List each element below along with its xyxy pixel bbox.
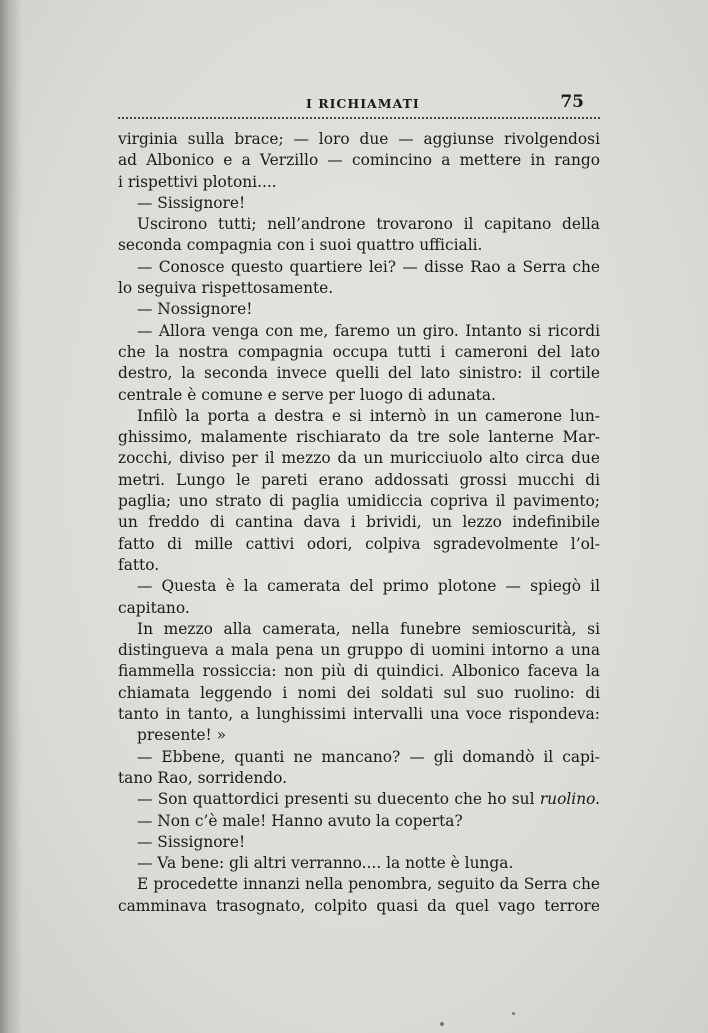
text-line	[118, 278, 600, 299]
text-line	[118, 555, 600, 576]
text-line	[118, 725, 600, 746]
text-line	[118, 640, 600, 661]
line-text: — Sissignore!	[137, 193, 246, 212]
header-rule	[118, 117, 600, 119]
line-text: destro, la seconda invece quelli del lato sinistro: il cortile	[118, 364, 600, 383]
line-text: virginia sulla brace; — loro due — aggiunse rivolgendosi	[118, 130, 600, 148]
line-text: Uscirono tutti; nell’androne trovarono il capitano della	[137, 215, 600, 234]
text-line	[118, 491, 600, 512]
body-text	[118, 129, 600, 917]
line-text: che la nostra compagnia occupa tutti i cameroni del lato	[118, 342, 600, 361]
text-line	[118, 747, 600, 768]
text-line	[118, 257, 600, 278]
text-line	[118, 896, 600, 917]
italic-word: ruolino.	[539, 790, 600, 809]
line-text: fatto.	[118, 555, 160, 574]
page-number: 75	[560, 92, 584, 112]
line-text: — Non c’è male! Hanno avuto la coperta?	[137, 811, 463, 830]
line-text: ghissimo, malamente rischiarato da tre sole lanterne Mar-	[118, 428, 600, 447]
line-text: distingueva a mala pena un gruppo di uomini intorno a una	[118, 641, 600, 660]
line-text: ad Albonico e a Verzillo — comincino a mettere in rango	[118, 151, 600, 170]
line-text: chiamata leggendo i nomi dei soldati sul suo ruolino: di	[118, 683, 600, 702]
line-text: E procedette innanzi nella penombra, seguito da Serra che	[137, 875, 600, 894]
text-line	[118, 512, 600, 533]
text-line	[118, 214, 600, 235]
text-line	[118, 448, 600, 469]
line-text: Infilò la porta a destra e si internò in un camerone lun-	[137, 406, 600, 425]
line-text: paglia; uno strato di paglia umidiccia copriva il pavimento;	[118, 492, 600, 511]
chapter-title: I RICHIAMATI	[306, 96, 420, 111]
line-text: — Allora venga con me, faremo un giro. Intanto si ricordi	[137, 321, 600, 340]
line-text: tanto in tanto, a lunghissimi intervalli una voce rispondeva:	[118, 705, 600, 724]
text-line	[118, 768, 600, 789]
text-line	[118, 406, 600, 427]
text-line	[118, 321, 600, 342]
text-line	[118, 172, 600, 193]
text-line	[118, 363, 600, 384]
paper-speck	[440, 1022, 444, 1026]
text-line	[118, 235, 600, 256]
line-text: lo seguiva rispettosamente.	[118, 279, 334, 298]
text-line	[118, 789, 600, 810]
text-line	[118, 299, 600, 320]
line-text: centrale è comune e serve per luogo di adunata.	[118, 385, 496, 404]
text-line	[118, 427, 600, 448]
text-line	[118, 704, 600, 725]
text-line	[118, 661, 600, 682]
paper-speck	[512, 1012, 515, 1015]
line-text: camminava trasognato, colpito quasi da quel vago terrore	[118, 896, 600, 915]
text-line	[118, 619, 600, 640]
text-line	[118, 342, 600, 363]
line-text: fiammella rossiccia: non più di quindici. Albonico faceva la	[118, 662, 600, 681]
line-text: — Sissignore!	[137, 832, 246, 851]
line-text: — Conosce questo quartiere lei? — disse Rao a Serra che	[137, 257, 600, 276]
text-line	[118, 853, 600, 874]
text-line	[118, 598, 600, 619]
text-line	[118, 385, 600, 406]
line-text: — Questa è la camerata del primo plotone — spiegò il	[137, 577, 600, 596]
line-text: fatto di mille cattivi odori, colpiva sgradevolmente l’ol-	[118, 534, 600, 553]
line-text: presente! »	[137, 726, 227, 745]
line-text: — Nossignore!	[137, 300, 253, 319]
line-text: In mezzo alla camerata, nella funebre semioscurità, si	[137, 619, 600, 638]
text-line	[118, 193, 600, 214]
line-text: capitano.	[118, 598, 190, 617]
text-line	[118, 832, 600, 853]
text-line	[118, 470, 600, 491]
text-line	[118, 683, 600, 704]
line-text: un freddo di cantina dava i brividi, un lezzo indefinibile	[118, 513, 600, 532]
text-line	[118, 576, 600, 597]
line-text: i rispettivi plotoni....	[118, 172, 277, 191]
line-text: — Ebbene, quanti ne mancano? — gli domandò il capi-	[137, 747, 600, 766]
line-text: tano Rao, sorridendo.	[118, 768, 288, 787]
text-line	[118, 534, 600, 555]
line-text: zocchi, diviso per il mezzo da un muricciuolo alto circa due	[118, 449, 600, 468]
text-line	[118, 129, 600, 150]
line-text: — Va bene: gli altri verranno.... la notte è lunga.	[137, 854, 514, 873]
line-text: seconda compagnia con i suoi quattro ufficiali.	[118, 236, 483, 255]
line-text: — Son quattordici presenti su duecento che ho sul	[137, 790, 540, 809]
text-line	[118, 874, 600, 895]
line-text: metri. Lungo le pareti erano addossati grossi mucchi di	[118, 470, 600, 489]
binding-shadow	[0, 0, 22, 1033]
text-line	[118, 150, 600, 171]
text-line	[118, 811, 600, 832]
